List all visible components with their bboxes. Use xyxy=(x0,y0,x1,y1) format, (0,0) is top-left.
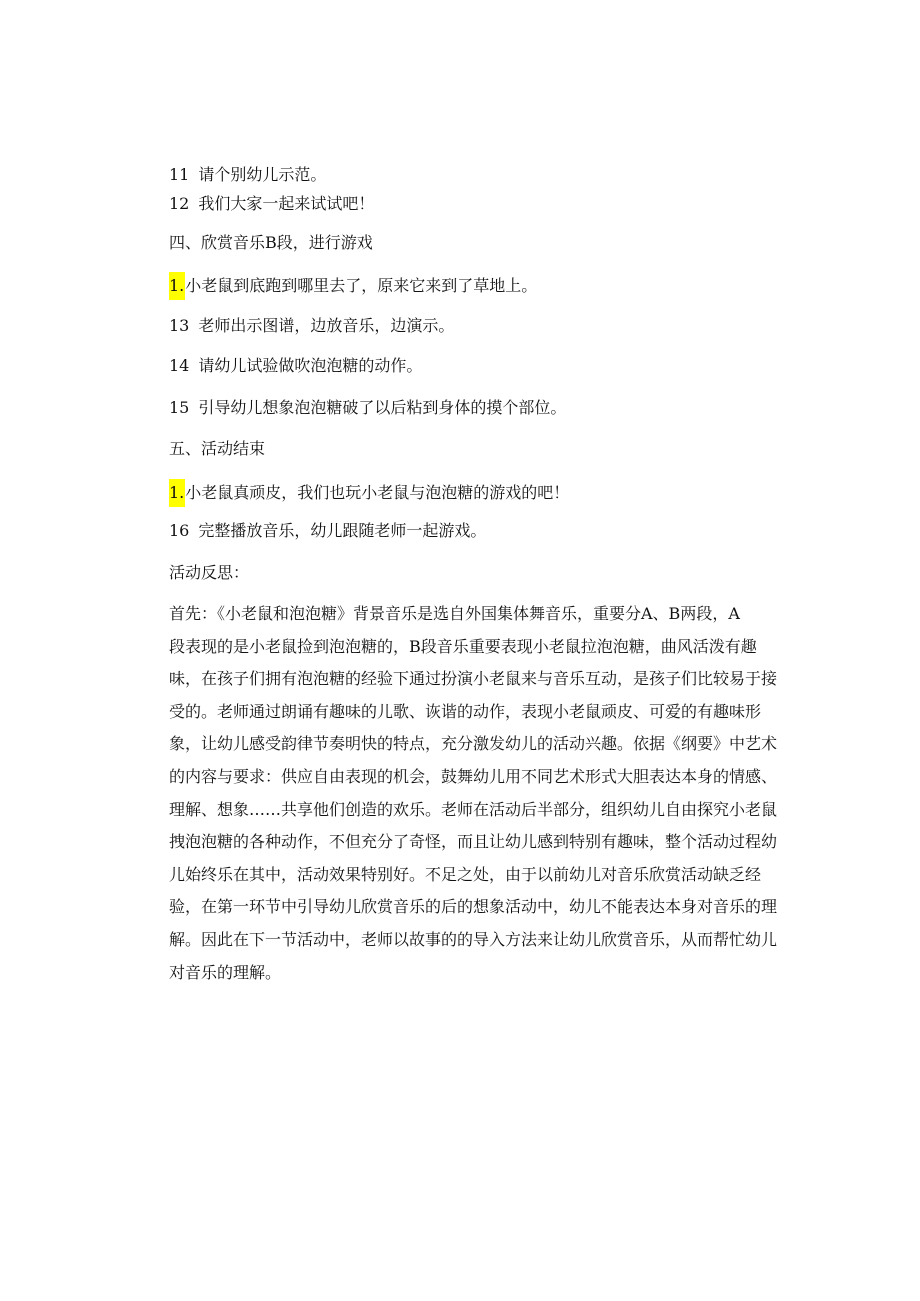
list-item xyxy=(169,164,326,186)
item-text: 小老鼠到底跑到哪里去了，原来它来到了草地上。 xyxy=(185,276,538,295)
section-heading xyxy=(169,232,373,254)
heading-text: 五、活动结束 xyxy=(169,439,266,458)
item-number: 15 xyxy=(169,398,190,417)
item-number: 12 xyxy=(169,194,190,213)
item-number: 14 xyxy=(169,356,190,375)
paragraph-line: 儿始终乐在其中，活动效果特别好。不足之处，由于以前幼儿对音乐欣赏活动缺乏经 xyxy=(169,864,762,884)
item-number: 11 xyxy=(169,165,190,184)
paragraph-line: 象，让幼儿感受韵律节奏明快的特点，充分激发幼儿的活动兴趣。依据《纲要》中艺术 xyxy=(169,734,778,754)
list-item xyxy=(169,479,569,507)
paragraph-line: 味，在孩子们拥有泡泡糖的经验下通过扮演小老鼠来与音乐互动，是孩子们比较易于接 xyxy=(169,669,778,689)
paragraph-line: 首先：《小老鼠和泡泡糖》背景音乐是选自外国集体舞音乐，重要分A、B两段，A xyxy=(169,604,740,623)
list-item xyxy=(169,520,486,542)
list-item xyxy=(169,355,422,377)
item-text: 完整播放音乐，幼儿跟随老师一起游戏。 xyxy=(198,521,487,540)
paragraph-line: 的内容与要求：供应自由表现的机会，鼓舞幼儿用不同艺术形式大胆表达本身的情感、 xyxy=(169,766,778,786)
item-text: 老师出示图谱，边放音乐，边演示。 xyxy=(198,316,455,335)
paragraph-line: 对音乐的理解。 xyxy=(169,962,282,982)
item-text: 引导幼儿想象泡泡糖破了以后粘到身体的摸个部位。 xyxy=(198,398,567,417)
paragraph-line: 解。因此在下一节活动中，老师以故事的的导入方法来让幼儿欣赏音乐，从而帮忙幼儿 xyxy=(169,929,778,949)
reflection-paragraph xyxy=(169,598,781,989)
paragraph-line: 段表现的是小老鼠捡到泡泡糖的，B段音乐重要表现小老鼠拉泡泡糖，曲风活泼有趣 xyxy=(169,636,757,656)
section-heading xyxy=(169,438,265,460)
paragraph-line: 受的。老师通过朗诵有趣味的儿歌、诙谐的动作，表现小老鼠顽皮、可爱的有趣味形 xyxy=(169,701,762,721)
paragraph-line: 拽泡泡糖的各种动作，不但充分了奇怪，而且让幼儿感到特别有趣味，整个活动过程幼 xyxy=(169,832,778,852)
highlighted-marker: 1. xyxy=(169,479,185,507)
list-item xyxy=(169,193,374,215)
item-number: 13 xyxy=(169,316,190,335)
item-text: 请个别幼儿示范。 xyxy=(198,165,327,184)
item-text: 小老鼠真顽皮，我们也玩小老鼠与泡泡糖的游戏的吧！ xyxy=(185,483,570,502)
heading-text: 活动反思： xyxy=(169,563,250,582)
item-number: 16 xyxy=(169,521,190,540)
heading-text: 四、欣赏音乐B段，进行游戏 xyxy=(169,233,373,252)
list-item xyxy=(169,397,566,419)
paragraph-line: 验，在第一环节中引导幼儿欣赏音乐的后的想象活动中，幼儿不能表达本身对音乐的理 xyxy=(169,897,778,917)
highlighted-marker: 1. xyxy=(169,272,185,300)
paragraph-line: 理解、想象……共享他们创造的欢乐。老师在活动后半部分，组织幼儿自由探究小老鼠 xyxy=(169,799,778,819)
list-item xyxy=(169,272,537,300)
item-text: 请幼儿试验做吹泡泡糖的动作。 xyxy=(198,356,423,375)
list-item xyxy=(169,315,454,337)
item-text: 我们大家一起来试试吧！ xyxy=(198,194,375,213)
section-heading xyxy=(169,562,249,584)
